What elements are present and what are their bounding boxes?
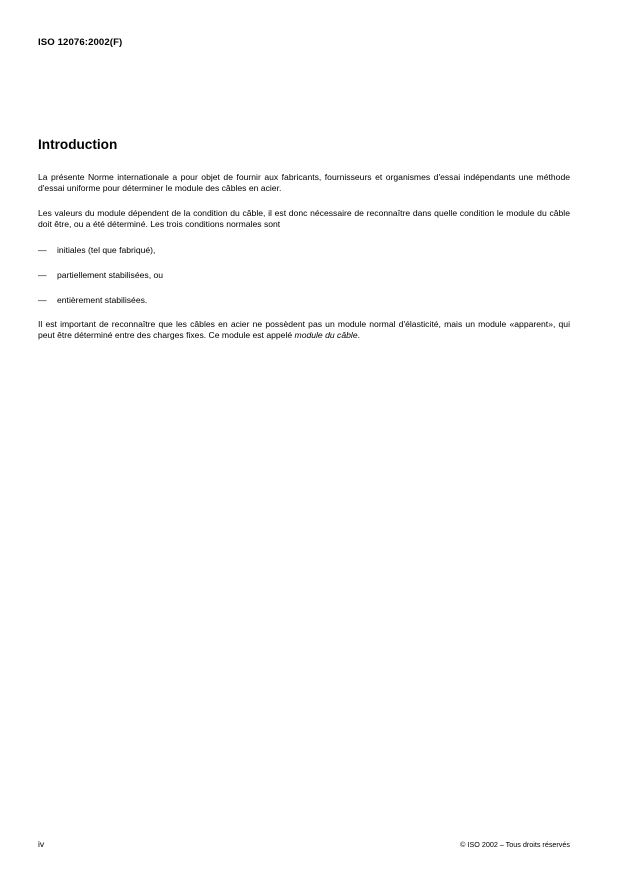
section-title: Introduction bbox=[38, 137, 118, 152]
list-dash: — bbox=[38, 295, 47, 305]
intro-paragraph-2: Les valeurs du module dépendent de la condition du câble, il est donc nécessaire de reconnaître dans quelle condition le module du câble doit être, ou a été déterminé. Les trois conditions normales sont bbox=[38, 208, 570, 229]
page-number: iv bbox=[38, 839, 45, 849]
list-dash: — bbox=[38, 245, 47, 255]
list-item-text: partiellement stabilisées, ou bbox=[57, 270, 164, 280]
list-item-full bbox=[38, 295, 147, 306]
document-id-header: ISO 12076:2002(F) bbox=[38, 37, 123, 48]
list-item-text: entièrement stabilisées. bbox=[57, 295, 148, 305]
intro-paragraph-3 bbox=[38, 319, 570, 340]
paragraph-text: Il est important de reconnaître que les câbles en acier ne possèdent pas un module normal d'élasticité, mais un module «apparent», qui peut être déterminé entre des charges fixes. Ce module est appelé bbox=[38, 319, 570, 340]
list-item-partial bbox=[38, 270, 163, 281]
list-item-text: initiales (tel que fabriqué), bbox=[57, 245, 156, 255]
list-dash: — bbox=[38, 270, 47, 280]
intro-paragraph-1: La présente Norme internationale a pour objet de fournir aux fabricants, fournisseurs et organismes d'essai indépendants une méthode d'essai uniforme pour déterminer le module des câbles en acier. bbox=[38, 172, 570, 193]
list-item-initial bbox=[38, 245, 155, 256]
copyright-notice: © ISO 2002 – Tous droits réservés bbox=[460, 840, 570, 849]
paragraph-end: . bbox=[357, 329, 360, 340]
emphasized-term: module du câble bbox=[294, 329, 358, 340]
